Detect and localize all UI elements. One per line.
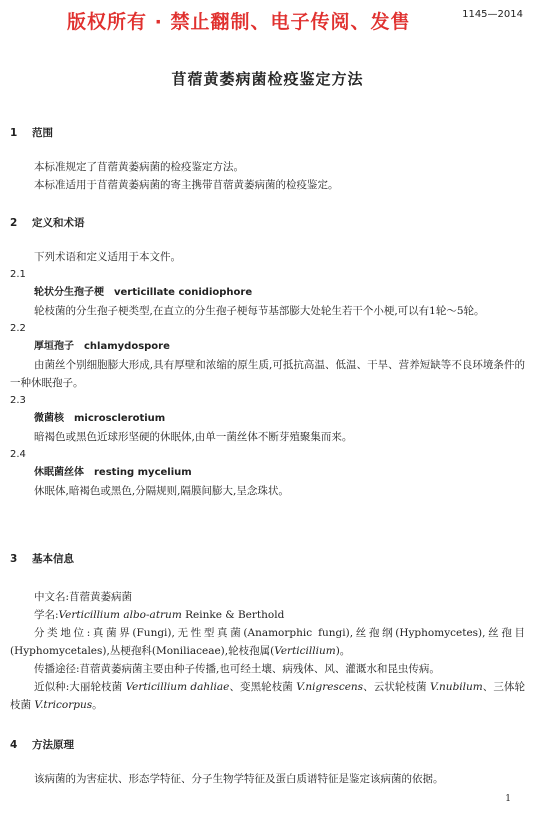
clause-number: 2.1	[10, 269, 26, 280]
term-heading: 厚垣孢子 chlamydospore	[34, 341, 170, 352]
related-species: 近似种:大丽轮枝菌 Verticillium dahliae、变黑轮枝菌 V.nigrescens、云状轮枝菌 V.nubilum、三体轮枝菌 V.tricorpus。	[10, 681, 526, 711]
term-heading: 微菌核 microsclerotium	[34, 413, 166, 424]
section-heading: 1 范围	[10, 127, 53, 139]
document-title: 苜蓿黄萎病菌检疫鉴定方法	[171, 70, 364, 88]
paragraph: 本标准规定了苜蓿黄萎病菌的检疫鉴定方法。	[34, 161, 244, 173]
section-heading: 3 基本信息	[10, 553, 74, 565]
taxonomy: 分类地位:真菌界(Fungi),无性型真菌(Anamorphic fungi),丝孢纲(Hyphomycetes),丝孢目(Hyphomycetales),丛梗孢科(Moniliaceae),轮枝孢属(Verticillium)。	[10, 627, 525, 657]
section-principle	[10, 736, 525, 788]
section-heading: 4 方法原理	[10, 739, 74, 751]
page-number: 1	[505, 794, 511, 804]
paragraph: 本标准适用于苜蓿黄萎病菌的寄主携带苜蓿黄萎病菌的检疫鉴定。	[34, 179, 339, 191]
section-heading: 2 定义和术语	[10, 217, 85, 229]
standard-number: 1145—2014	[462, 9, 523, 20]
term-definition: 暗褐色或黑色近球形坚硬的休眠体,由单一菌丝体不断芽殖聚集而来。	[34, 431, 353, 443]
paragraph: 下列术语和定义适用于本文件。	[34, 251, 181, 263]
section-basic-info	[10, 550, 525, 714]
term-definition: 休眠体,暗褐色或黑色,分隔规则,隔膜间膨大,呈念珠状。	[34, 485, 289, 497]
term-heading: 休眠菌丝体 resting mycelium	[34, 467, 192, 478]
chinese-name: 中文名:苜蓿黄萎病菌	[34, 591, 133, 603]
paragraph: 该病菌的为害症状、形态学特征、分子生物学特征及蛋白质谱特征是鉴定该病菌的依据。	[34, 773, 444, 785]
term-heading: 轮状分生孢子梗 verticillate conidiophore	[34, 287, 253, 298]
clause-number: 2.3	[10, 395, 26, 406]
term-definition: 由菌丝个别细胞膨大形成,具有厚壁和浓缩的原生质,可抵抗高温、低温、干旱、营养短缺等不良环境条件的一种休眠孢子。	[10, 359, 525, 389]
transmission: 传播途径:苜蓿黄萎病菌主要由种子传播,也可经土壤、病残体、风、灌溉水和昆虫传病。	[34, 663, 440, 675]
clause-number: 2.2	[10, 323, 26, 334]
clause-number: 2.4	[10, 449, 26, 460]
copyright-watermark: 版权所有 · 禁止翻制、电子传阅、发售	[67, 11, 411, 33]
section-terms	[10, 214, 525, 500]
scientific-name: 学名:Verticillium albo-atrum Reinke & Berthold	[34, 609, 285, 621]
section-scope	[10, 124, 525, 194]
term-definition: 轮枝菌的分生孢子梗类型,在直立的分生孢子梗每节基部膨大处轮生若干个小梗,可以有1轮～5轮。	[34, 305, 485, 317]
